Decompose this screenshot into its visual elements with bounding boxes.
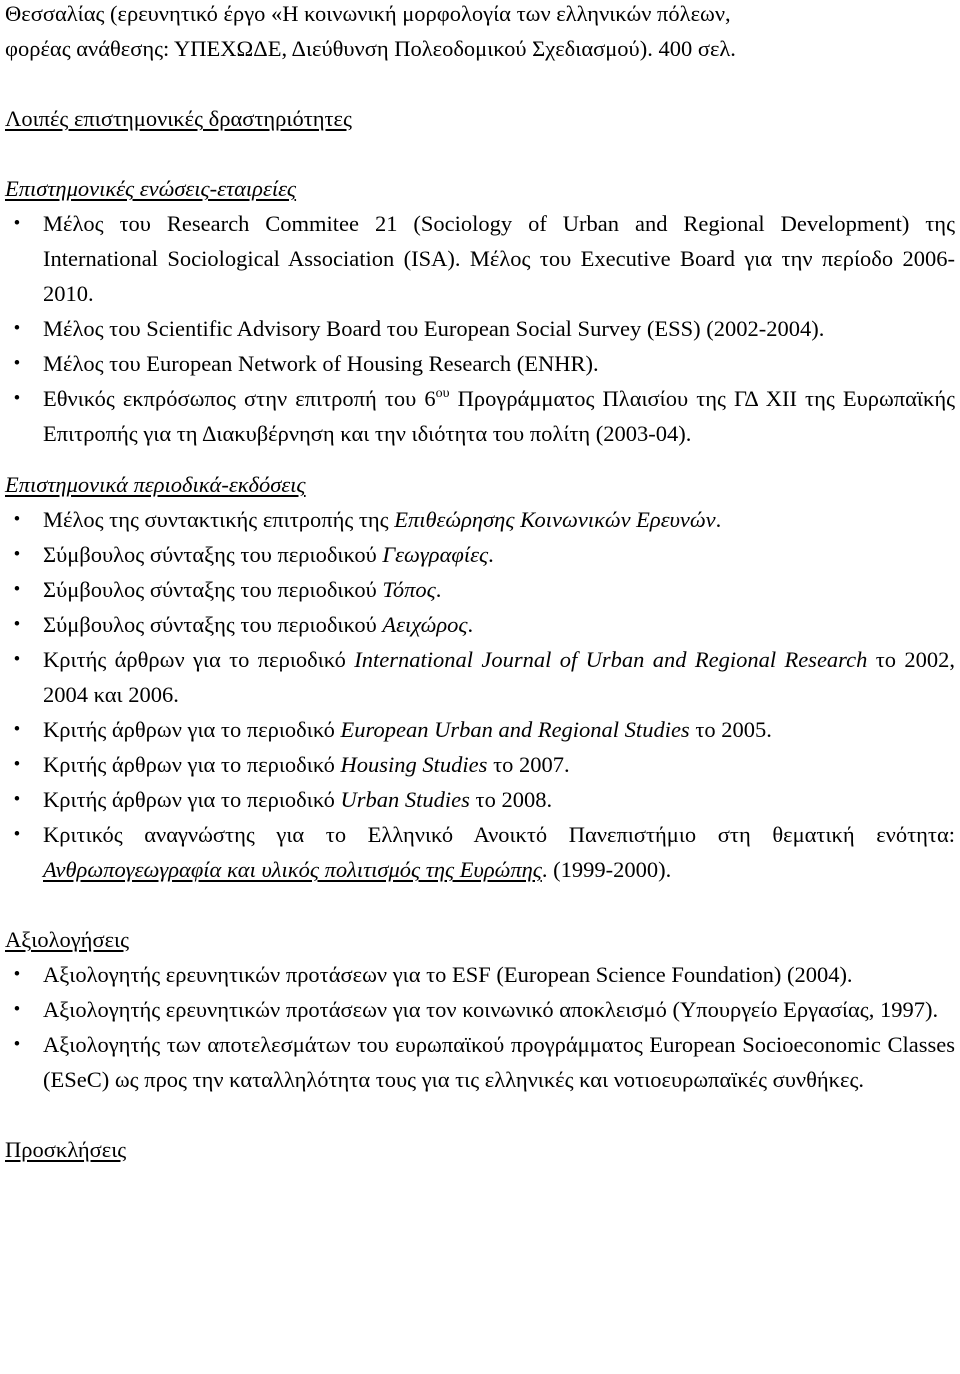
list-item (5, 607, 955, 642)
journals-list (5, 502, 955, 887)
bullet-icon: • (13, 544, 21, 565)
list-item (5, 712, 955, 747)
list-item (5, 311, 955, 346)
associations-list (5, 206, 955, 451)
journal-title: International Journal of Urban and Regional Research (354, 647, 868, 672)
list-item-text: Αξιολογητής των αποτελεσμάτων του ευρωπαϊκού προγράμματος European Socioeconomic Classes (ESeC) ως προς την καταλληλότητα τους για τις ελληνικές και νοτιοευρωπαϊκές συνθήκες. (43, 1032, 955, 1092)
bullet-icon: • (13, 719, 21, 740)
heading-associations: Επιστημονικές ενώσεις-εταιρείες (5, 176, 297, 201)
list-item (5, 502, 955, 537)
list-item (5, 346, 955, 381)
list-item-text: Κριτής άρθρων για το περιοδικό European Urban and Regional Studies το 2005. (43, 717, 772, 742)
list-item (5, 782, 955, 817)
list-item-text: Κριτής άρθρων για το περιοδικό Housing Studies το 2007. (43, 752, 570, 777)
list-item-text: Αξιολογητής ερευνητικών προτάσεων για τον κοινωνικό αποκλεισμό (Υπουργείο Εργασίας, 1997). (43, 997, 939, 1022)
bullet-icon: • (13, 579, 21, 600)
list-item (5, 992, 955, 1027)
list-item-text: Σύμβουλος σύνταξης του περιοδικού Γεωγραφίες. (43, 542, 494, 567)
bullet-icon: • (13, 754, 21, 775)
document-page (5, 0, 955, 1167)
bullet-icon: • (13, 509, 21, 530)
list-item (5, 572, 955, 607)
list-item-text: Εθνικός εκπρόσωπος στην επιτροπή του $6^{o\upsilon}$ Προγράμματος Πλαισίου της ΓΔ XII της Ευρωπαϊκής Επιτροπής για τη Διακυβέρνηση και την ιδιότητα του πολίτη (2003-04). (43, 386, 955, 446)
list-item (5, 747, 955, 782)
list-item (5, 1027, 955, 1097)
bullet-icon: • (13, 1034, 21, 1055)
bullet-icon: • (13, 824, 21, 845)
list-item (5, 206, 955, 311)
intro-line-2: φορέας ανάθεσης: ΥΠΕΧΩΔΕ, Διεύθυνση Πολεοδομικού Σχεδιασμού). 400 σελ. (5, 36, 736, 61)
list-item-text: Μέλος του Scientific Advisory Board του European Social Survey (ESS) (2002-2004). (43, 316, 825, 341)
bullet-icon: • (13, 388, 21, 409)
bullet-icon: • (13, 999, 21, 1020)
list-item (5, 381, 955, 451)
journal-title: European Urban and Regional Studies (340, 717, 690, 742)
heading-journals: Επιστημονικά περιοδικά-εκδόσεις (5, 472, 306, 497)
bullet-icon: • (13, 318, 21, 339)
list-item-text: Κριτής άρθρων για το περιοδικό Urban Studies το 2008. (43, 787, 553, 812)
heading-other-activities: Λοιπές επιστημονικές δραστηριότητες (5, 106, 352, 131)
journal-title: Αειχώρος (382, 612, 468, 637)
superscript: ου (435, 386, 450, 401)
bullet-icon: • (13, 614, 21, 635)
list-item (5, 537, 955, 572)
list-item-text: Κριτικός αναγνώστης για το Ελληνικό Ανοικτό Πανεπιστήμιο στη θεματική ενότητα: Ανθρωπογεωγραφία και υλικός πολιτισμός της Ευρώπης. (1999-2000). (43, 822, 955, 882)
journal-title: Επιθεώρησης Κοινωνικών Ερευνών (394, 507, 716, 532)
course-title: Ανθρωπογεωγραφία και υλικός πολιτισμός της Ευρώπης (43, 857, 542, 882)
journal-title: Γεωγραφίες (382, 542, 489, 567)
bullet-icon: • (13, 353, 21, 374)
list-item-text: Μέλος του European Network of Housing Research (ENHR). (43, 351, 599, 376)
list-item (5, 957, 955, 992)
list-item-text: Μέλος του Research Commitee 21 (Sociology of Urban and Regional Development) της International Sociological Association (ISA). Μέλος του Executive Board για την περίοδο 2006-2010. (43, 211, 955, 306)
heading-evaluations: Αξιολογήσεις (5, 927, 129, 952)
intro-line-1: Θεσσαλίας (ερευνητικό έργο «Η κοινωνική μορφολογία των ελληνικών πόλεων, (5, 1, 731, 26)
bullet-icon: • (13, 789, 21, 810)
heading-invitations: Προσκλήσεις (5, 1137, 127, 1162)
list-item-text: Κριτής άρθρων για το περιοδικό International Journal of Urban and Regional Research το 2002, 2004 και 2006. (43, 647, 955, 707)
list-item-text: Μέλος της συντακτικής επιτροπής της Επιθεώρησης Κοινωνικών Ερευνών. (43, 507, 722, 532)
bullet-icon: • (13, 213, 21, 234)
list-item-text: Σύμβουλος σύνταξης του περιοδικού Τόπος. (43, 577, 442, 602)
list-item-text: Σύμβουλος σύνταξης του περιοδικού Αειχώρος. (43, 612, 474, 637)
journal-title: Urban Studies (340, 787, 470, 812)
list-item-text: Αξιολογητής ερευνητικών προτάσεων για το ESF (European Science Foundation) (2004). (43, 962, 853, 987)
journal-title: Τόπος (382, 577, 436, 602)
journal-title: Housing Studies (340, 752, 488, 777)
bullet-icon: • (13, 964, 21, 985)
list-item (5, 817, 955, 887)
bullet-icon: • (13, 649, 21, 670)
list-item (5, 642, 955, 712)
evaluations-list (5, 957, 955, 1097)
